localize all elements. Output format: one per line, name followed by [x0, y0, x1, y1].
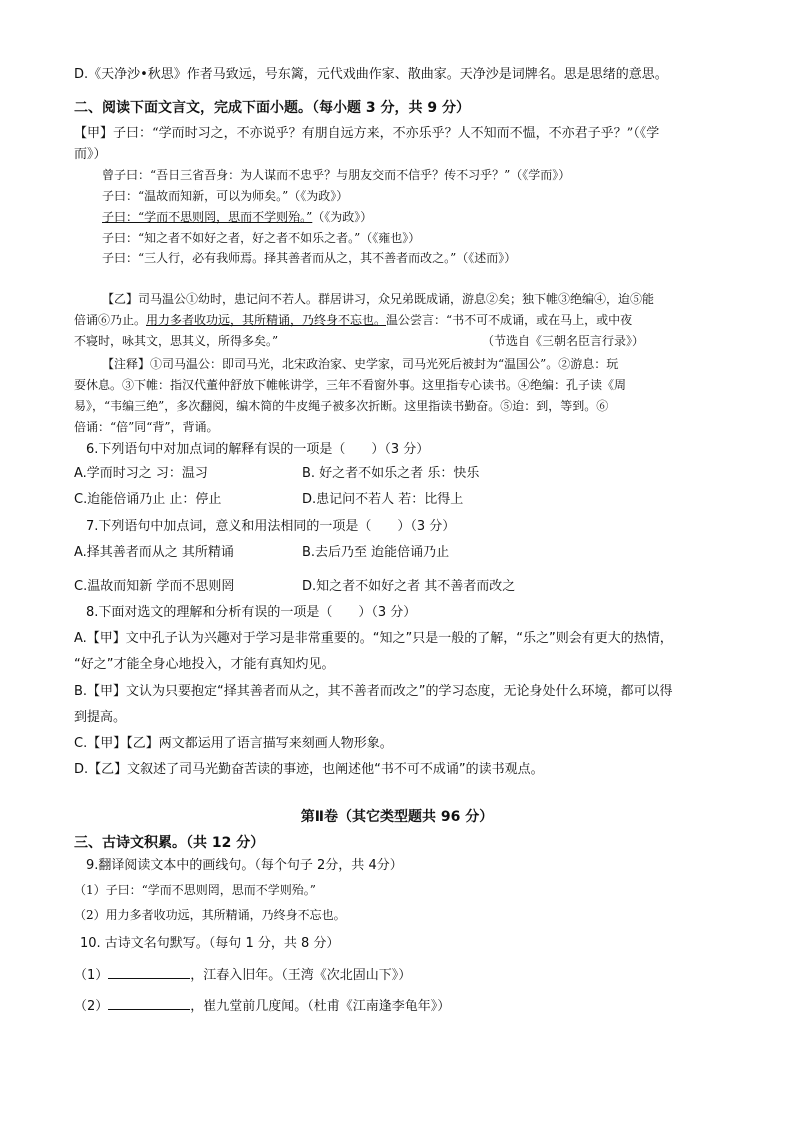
q9-stem: 9.翻译阅读文本中的画线句。（每个句子 2分，共 4分） [86, 858, 403, 873]
part-2-title: 第Ⅱ卷（其它类型题共 96 分） [300, 809, 494, 825]
note-line-2: 耍休息。③下帷：指汉代董仲舒放下帷帐讲学，三年不看窗外事。这里指专心读书。④绝编：孔子读《周 [74, 378, 627, 392]
note-line-4: 倍诵：“倍”同“背”，背诵。 [74, 420, 219, 434]
underlined-sentence-1: 子曰：“学而不思则罔，思而不学则殆。” [102, 210, 313, 224]
q8-option-b-line-2: 到提高。 [74, 710, 127, 725]
answer-blank-1[interactable] [108, 966, 190, 979]
q9-item-2: （2）用力多者收功远，其所精诵，乃终身不忘也。 [74, 908, 346, 922]
q8-option-a-line-2: “好之”才能全身心地投入，才能有真知灼见。 [74, 657, 335, 672]
q10-item-2-number: （2） [74, 999, 109, 1014]
yi-line-1: 【乙】司马温公①幼时，患记问不若人。群居讲习，众兄弟既成诵，游息②矣；独下帷③绝编④，迨⑤能 [102, 292, 655, 306]
underlined-sentence-2: 用力多者收功远，其所精诵，乃终身不忘也。 [146, 313, 387, 327]
q8-option-b-line-1: B.【甲】文认为只要抱定“择其善者而从之，其不善者而改之”的学习态度，无论身处什么环境，都可以得 [74, 684, 673, 699]
yi-source: （节选自《三朝名臣言行录》） [482, 334, 645, 348]
q10-item-2-text: ，崔九堂前几度闻。（杜甫《江南逢李龟年》） [190, 999, 451, 1014]
q6-option-c: C.迨能倍诵乃止 止：停止 [74, 492, 222, 507]
yi-line-3: 不寝时，咏其文，思其义，所得多矣。” [74, 334, 279, 348]
q10-stem: 10. 古诗文名句默写。（每句 1 分，共 8 分） [80, 936, 340, 951]
q10-item-1 [74, 966, 411, 985]
part-2-heading: 三、古诗文积累。（共 12 分） [74, 835, 265, 851]
jia-line-3: 子曰：“温故而知新，可以为师矣。”（《为政》） [102, 189, 349, 203]
yi-line-2 [74, 311, 632, 329]
jia-line-4-source: （《为政》） [312, 210, 373, 224]
q10-item-1-number: （1） [74, 968, 109, 983]
q7-option-b: B.去后乃至 迨能倍诵乃止 [302, 545, 450, 560]
q10-item-2 [74, 997, 450, 1016]
q6-stem: 6.下列语句中对加点词的解释有误的一项是（ ）（3 分） [86, 442, 430, 457]
q6-option-b: B. 好之者不如乐之者 乐：快乐 [302, 466, 480, 481]
answer-blank-2[interactable] [108, 997, 190, 1010]
q7-option-c: C.温故而知新 学而不思则罔 [74, 579, 235, 594]
jia-line-2: 曾子曰：“吾日三省吾身：为人谋而不忠乎？与朋友交而不信乎？传不习乎？”（《学而》） [102, 168, 571, 182]
jia-line-4 [102, 208, 372, 226]
q8-option-d: D.【乙】文叙述了司马光勤奋苦读的事迹，也阐述他“书不可不成诵”的读书观点。 [74, 762, 544, 777]
yi-line-2-b: 温公尝言：“书不可不成诵，或在马上，或中夜 [386, 313, 633, 327]
q8-option-a-line-1: A.【甲】文中孔子认为兴趣对于学习是非常重要的。“知之”只是一般的了解，“乐之”则会有更大的热情， [74, 631, 673, 646]
note-line-1: 【注释】①司马温公：即司马光，北宋政治家、史学家，司马光死后被封为“温国公”。②游息：玩 [102, 357, 619, 371]
q7-stem: 7.下列语句中加点词，意义和用法相同的一项是（ ）（3 分） [86, 519, 456, 534]
q7-option-d: D.知之者不如好之者 其不善者而改之 [302, 579, 516, 594]
yi-line-2-a: 倍诵⑥乃止。 [74, 313, 147, 327]
jia-line-1-cont: 而》） [74, 147, 107, 162]
q9-item-1: （1）子曰：“学而不思则罔，思而不学则殆。” [74, 883, 316, 897]
q8-stem: 8.下面对选文的理解和分析有误的一项是（ ）（3 分） [86, 605, 417, 620]
note-line-3: 易》，“韦编三绝”，多次翻阅，编木简的牛皮绳子被多次折断。这里指读书勤奋。⑤迨：到，等到。⑥ [74, 399, 609, 413]
jia-line-6: 子曰：“三人行，必有我师焉。择其善者而从之，其不善者而改之。”（《述而》） [102, 251, 517, 265]
item-d: D.《天净沙•秋思》作者马致远，号东篱，元代戏曲作家、散曲家。天净沙是词牌名。思是思绪的意思。 [74, 67, 668, 82]
q10-item-1-text: ，江春入旧年。（王湾《次北固山下》） [190, 968, 412, 983]
jia-line-1: 【甲】子曰：“学而时习之，不亦说乎？有朋自远方来，不亦乐乎？人不知而不愠，不亦君子乎？”（《学 [74, 126, 660, 141]
q6-option-d: D.患记问不若人 若：比得上 [302, 492, 464, 507]
section-heading: 二、阅读下面文言文，完成下面小题。（每小题 3 分，共 9 分） [74, 100, 470, 116]
q7-option-a: A.择其善者而从之 其所精诵 [74, 545, 234, 560]
jia-line-5: 子曰：“知之者不如好之者，好之者不如乐之者。”（《雍也》） [102, 231, 421, 245]
q6-option-a: A.学而时习之 习：温习 [74, 466, 208, 481]
q8-option-c: C.【甲】【乙】两文都运用了语言描写来刻画人物形象。 [74, 736, 393, 751]
